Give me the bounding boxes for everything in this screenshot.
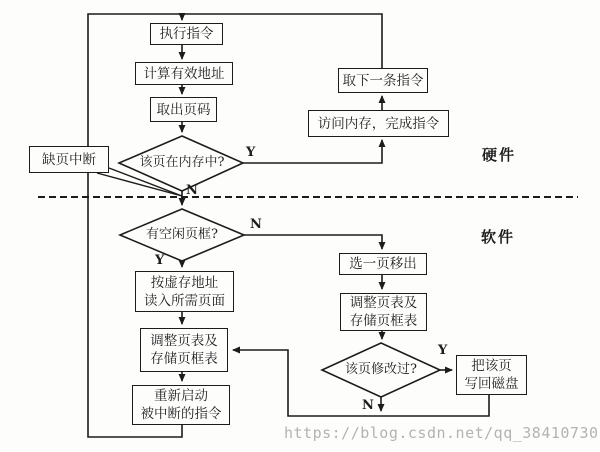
node-adjust-page-table-left: 调整页表及 存储页框表	[140, 328, 228, 372]
decision-label-free-frame: 有空闲页框?	[146, 227, 218, 242]
region-label-software: 软件	[481, 228, 516, 246]
branch-label-modified-no: N	[362, 398, 374, 413]
node-execute-instruction: 执行指令	[150, 23, 223, 45]
region-label-hardware: 硬件	[482, 146, 517, 164]
branch-label-in-memory-no: N	[186, 183, 198, 198]
decision-label-modified: 该页修改过?	[345, 362, 417, 377]
branch-label-modified-yes: Y	[438, 343, 448, 358]
node-adjust-page-table-right: 调整页表及 存储页框表	[340, 293, 427, 331]
node-write-page-to-disk: 把该页 写回磁盘	[456, 355, 527, 395]
node-read-required-page: 按虚存地址 读入所需页面	[135, 271, 234, 312]
decision-modified	[322, 343, 440, 397]
watermark-text: https://blog.csdn.net/qq_38410730	[284, 424, 599, 442]
branch-label-free-frame-yes: Y	[155, 253, 165, 268]
branch-label-free-frame-no: N	[250, 217, 262, 232]
node-compute-effective-address: 计算有效地址	[135, 62, 233, 85]
node-access-memory-complete: 访问内存，完成指令	[308, 110, 449, 137]
decision-label-in-memory: 该页在内存中?	[139, 155, 225, 170]
node-page-fault-interrupt: 缺页中断	[29, 146, 109, 173]
node-select-page-to-evict: 选一页移出	[339, 253, 427, 275]
node-fetch-next-instruction: 取下一条指令	[338, 68, 428, 93]
decision-free-frame	[120, 209, 244, 261]
node-get-page-number: 取出页码	[150, 97, 217, 122]
decision-in-memory	[119, 136, 243, 191]
branch-label-in-memory-yes: Y	[246, 145, 256, 160]
node-restart-interrupted-instruction: 重新启动 被中断的指令	[132, 385, 230, 425]
